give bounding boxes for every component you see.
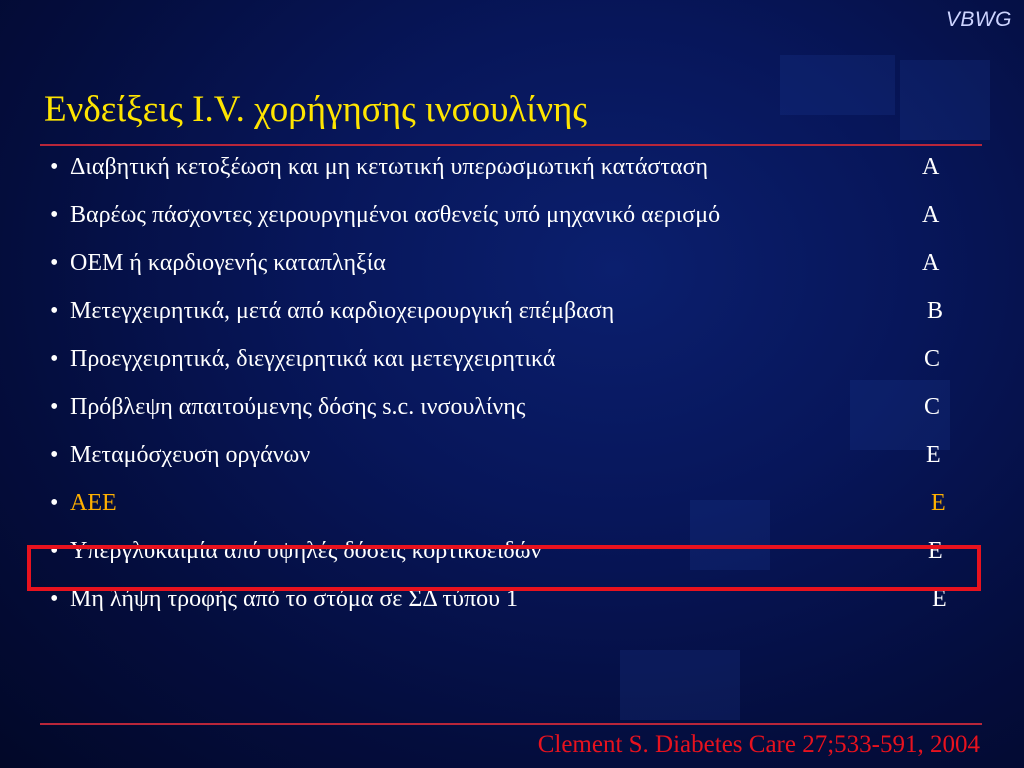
indication-text: Προεγχειρητικά, διεγχειρητικά και μετεγχειρητικά — [70, 346, 556, 372]
bullet-icon: • — [50, 394, 59, 420]
evidence-grade: A — [922, 154, 940, 180]
indication-text: Μη λήψη τροφής από το στόμα σε ΣΔ τύπου 1 — [70, 586, 518, 612]
bullet-icon: • — [50, 154, 59, 180]
evidence-grade: E — [926, 442, 941, 468]
evidence-grade: A — [922, 250, 940, 276]
indication-text: ΟΕΜ ή καρδιογενής καταπληξία — [70, 250, 386, 276]
evidence-grade: C — [924, 394, 941, 420]
bullet-icon: • — [50, 490, 59, 516]
indication-text: Βαρέως πάσχοντες χειρουργημένοι ασθενείς υπό μηχανικό αερισμό — [70, 202, 721, 228]
bullet-icon: • — [50, 346, 59, 372]
bullet-icon: • — [50, 442, 59, 468]
background-tile — [780, 55, 895, 115]
evidence-grade: A — [922, 202, 940, 228]
evidence-grade: B — [927, 298, 944, 324]
bullet-icon: • — [50, 202, 59, 228]
background-tile — [620, 650, 740, 720]
bullet-icon: • — [50, 538, 59, 564]
list-item — [40, 152, 990, 183]
bullet-icon: • — [50, 250, 59, 276]
vbwg-logo: VBWG — [945, 8, 1012, 31]
list-item — [40, 440, 990, 471]
indication-text: Υπεργλυκαιμία από υψηλές δόσεις κορτικοειδών — [70, 538, 542, 564]
slide-title: Ενδείξεις I.V. χορήγησης ινσουλίνης — [44, 89, 588, 130]
bullet-icon: • — [50, 586, 59, 612]
indication-text: Μετεγχειρητικά, μετά από καρδιοχειρουργική επέμβαση — [70, 298, 615, 324]
background-tile — [900, 60, 990, 140]
evidence-grade: E — [932, 586, 947, 612]
evidence-grade: C — [924, 346, 941, 372]
title-divider — [40, 144, 982, 146]
indication-text: ΑΕΕ — [70, 490, 117, 516]
bullet-icon: • — [50, 298, 59, 324]
list-item — [40, 200, 990, 231]
indication-text: Πρόβλεψη απαιτούμενης δόσης s.c. ινσουλίνης — [70, 394, 526, 420]
evidence-grade: E — [928, 538, 943, 564]
list-item — [40, 392, 990, 423]
evidence-grade: E — [931, 490, 946, 516]
list-item-highlighted — [40, 488, 990, 519]
indication-text: Διαβητική κετοξέωση και μη κετωτική υπερωσμωτική κατάσταση — [70, 154, 709, 180]
footer-divider — [40, 723, 982, 725]
list-item — [40, 344, 990, 375]
highlight-box — [27, 545, 981, 591]
list-item — [40, 248, 990, 279]
indication-text: Μεταμόσχευση οργάνων — [70, 442, 311, 468]
list-item — [40, 296, 990, 327]
citation: Clement S. Diabetes Care 27;533-591, 2004 — [537, 731, 980, 758]
